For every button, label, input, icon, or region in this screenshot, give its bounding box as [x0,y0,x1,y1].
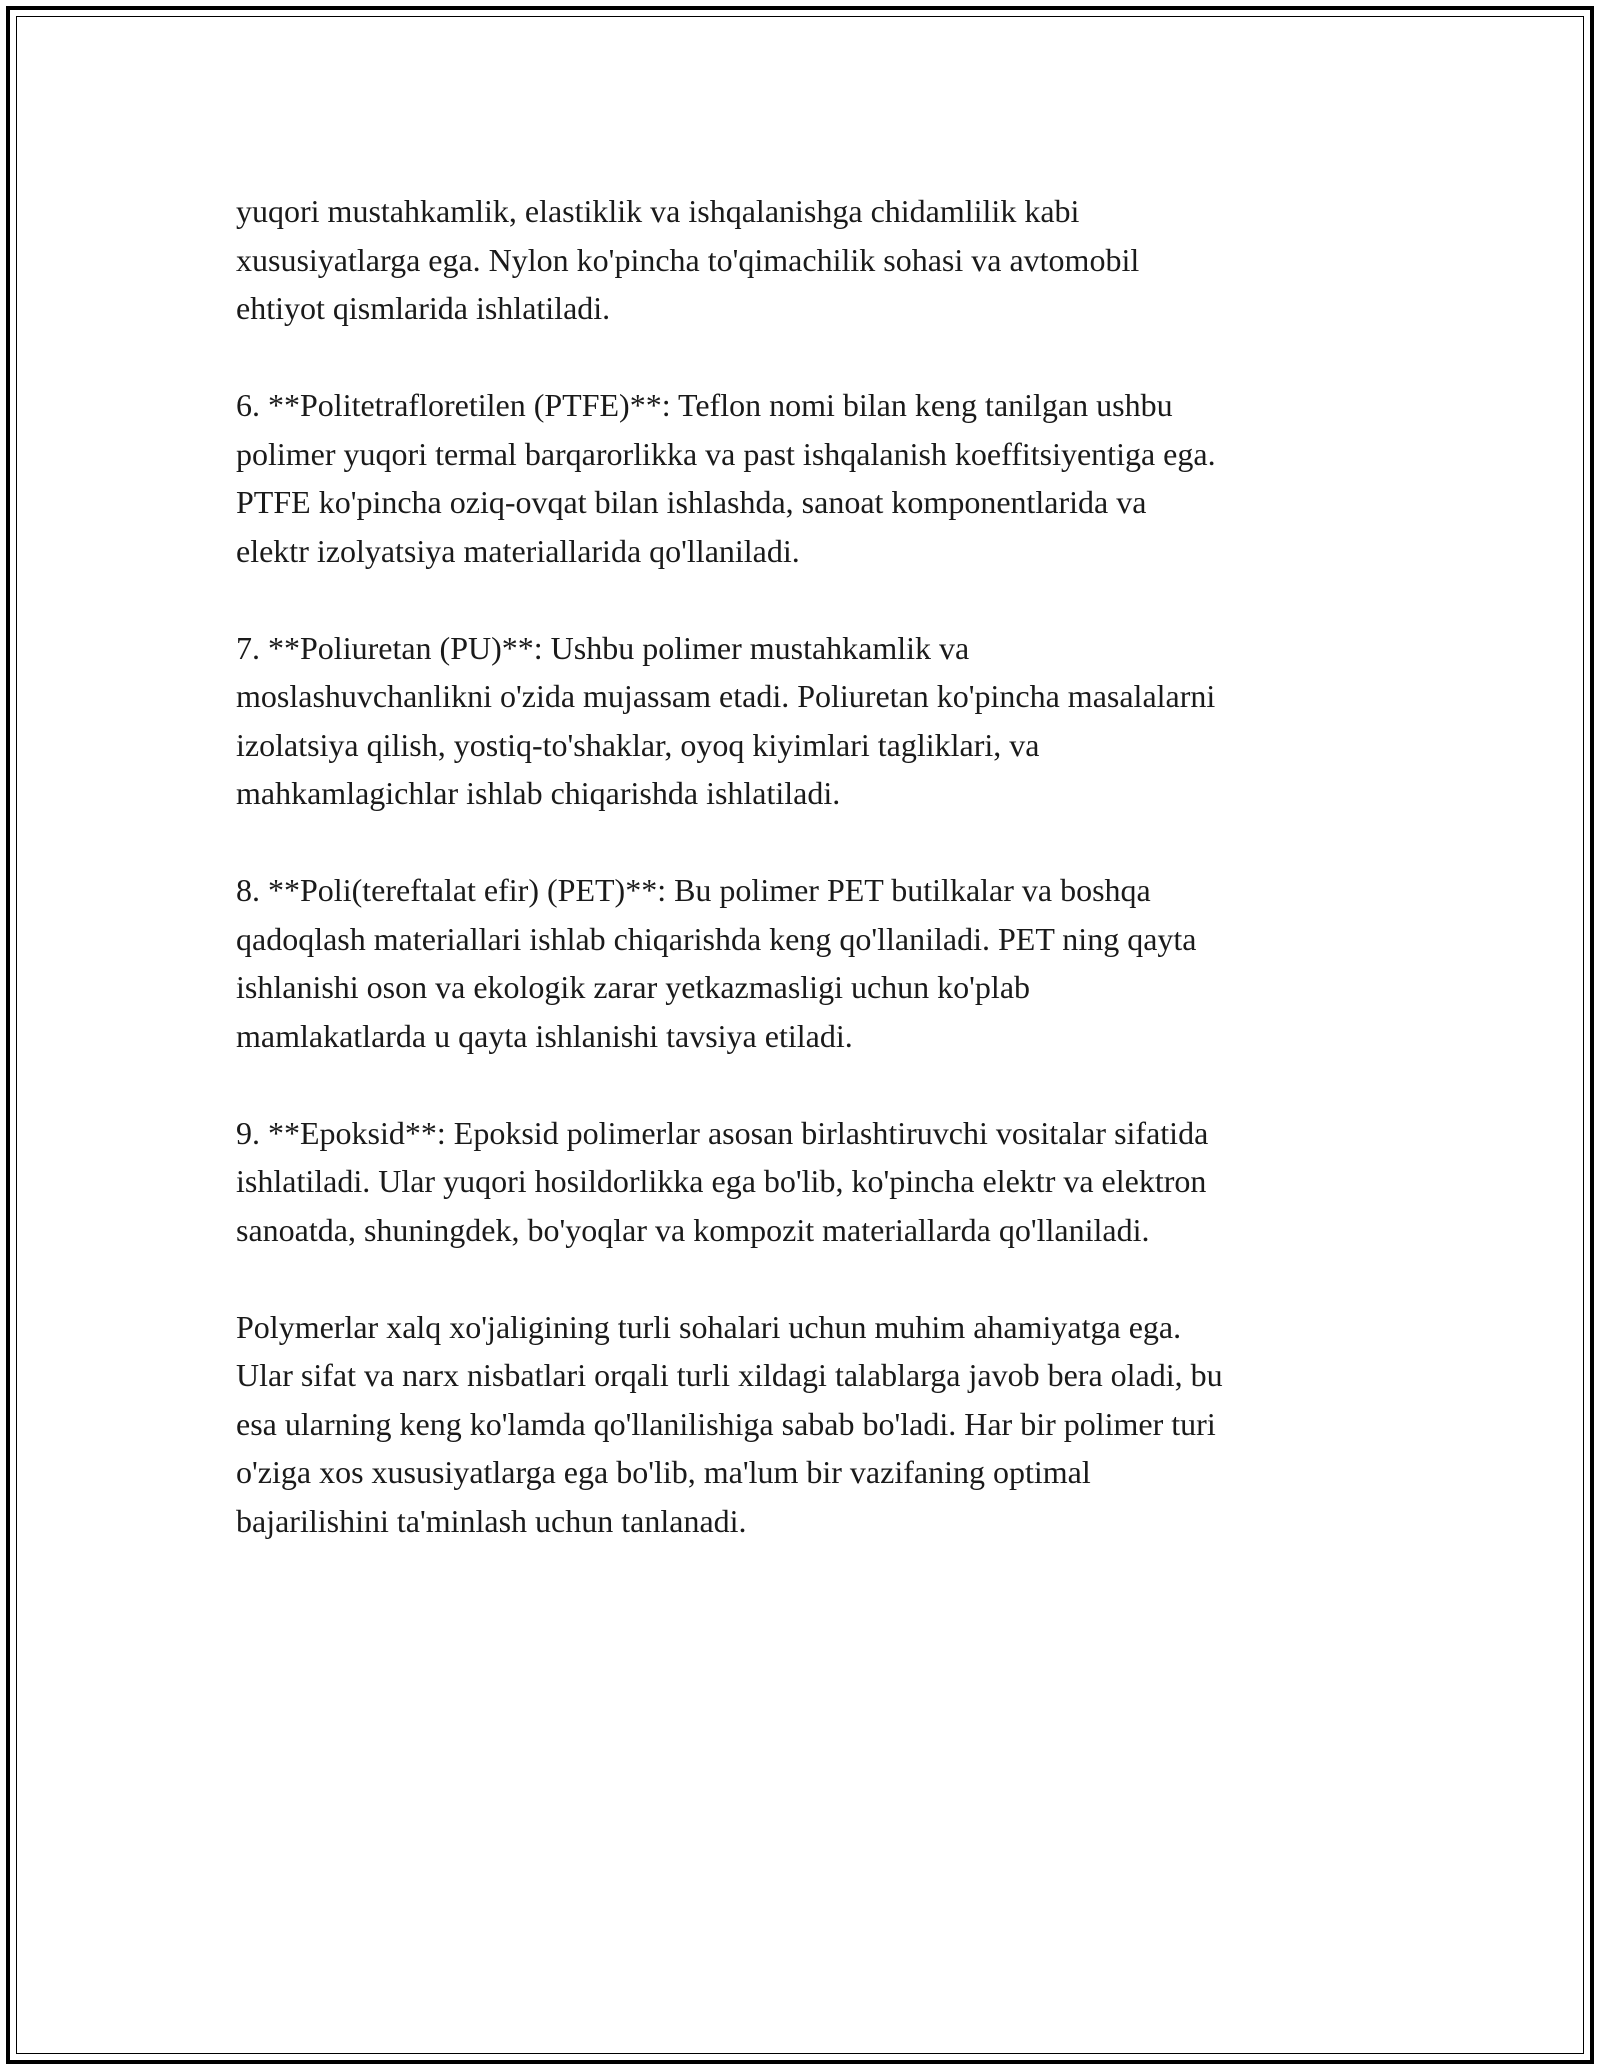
paragraph-conclusion [236,1303,1396,1546]
text-line: mahkamlagichlar ishlab chiqarishda ishlatiladi. [236,775,841,811]
text-line: Polymerlar xalq xo'jaligining turli sohalari uchun muhim ahamiyatga ega. [236,1308,1182,1345]
text-line: ishlanishi oson va ekologik zarar yetkazmasligi uchun ko'plab [236,969,1031,1005]
text-line: izolatsiya qilish, yostiq-to'shaklar, oyoq kiyimlari tagliklari, va [236,726,1040,763]
text-line: sanoatda, shuningdek, bo'yoqlar va kompozit materiallarda qo'llaniladi. [236,1211,1150,1248]
text-line: PTFE ko'pincha oziq-ovqat bilan ishlashda, sanoat komponentlarida va [236,484,1147,520]
text-line: mamlakatlarda u qayta ishlanishi tavsiya etiladi. [236,1017,853,1054]
text-line: bajarilishini ta'minlash uchun tanlanadi. [236,1502,747,1539]
text-line: 7. **Poliuretan (PU)**: Ushbu polimer mustahkamlik va [236,629,970,666]
paragraph-nylon-continued [236,187,1396,333]
text-line: ehtiyot qismlarida ishlatiladi. [236,290,611,326]
text-line: xususiyatlarga ega. Nylon ko'pincha to'qimachilik sohasi va avtomobil [236,241,1140,278]
text-line: 8. **Poli(tereftalat efir) (PET)**: Bu polimer PET butilkalar va boshqa [236,872,1151,908]
paragraph-epoksid [236,1109,1396,1255]
text-line: esa ularning keng ko'lamda qo'llanilishiga sabab bo'ladi. Har bir polimer turi [236,1405,1216,1442]
text-line: ishlatiladi. Ular yuqori hosildorlikka ega bo'lib, ko'pincha elektr va elektron [236,1163,1207,1199]
text-line: yuqori mustahkamlik, elastiklik va ishqalanishga chidamlilik kabi [236,193,1080,229]
text-line: moslashuvchanlikni o'zida mujassam etadi. Poliuretan ko'pincha masalalarni [236,678,1216,714]
text-line: polimer yuqori termal barqarorlikka va past ishqalanish koeffitsiyentiga ega. [236,435,1216,472]
text-line: elektr izolyatsiya materiallarida qo'llaniladi. [236,532,800,569]
text-line: 9. **Epoksid**: Epoksid polimerlar asosan birlashtiruvchi vositalar sifatida [236,1114,1209,1151]
text-line: 6. **Politetrafloretilen (PTFE)**: Teflon nomi bilan keng tanilgan ushbu [236,387,1173,423]
paragraph-ptfe [236,381,1396,575]
text-line: Ular sifat va narx nisbatlari orqali turli xildagi talablarga javob bera oladi, bu [236,1357,1223,1393]
text-line: o'ziga xos xususiyatlarga ega bo'lib, ma'lum bir vazifaning optimal [236,1454,1091,1490]
paragraph-poliuretan [236,624,1396,818]
paragraph-pet [236,866,1396,1060]
document-body [236,187,1396,1594]
text-line: qadoqlash materiallari ishlab chiqarishda keng qo'llaniladi. PET ning qayta [236,920,1197,957]
